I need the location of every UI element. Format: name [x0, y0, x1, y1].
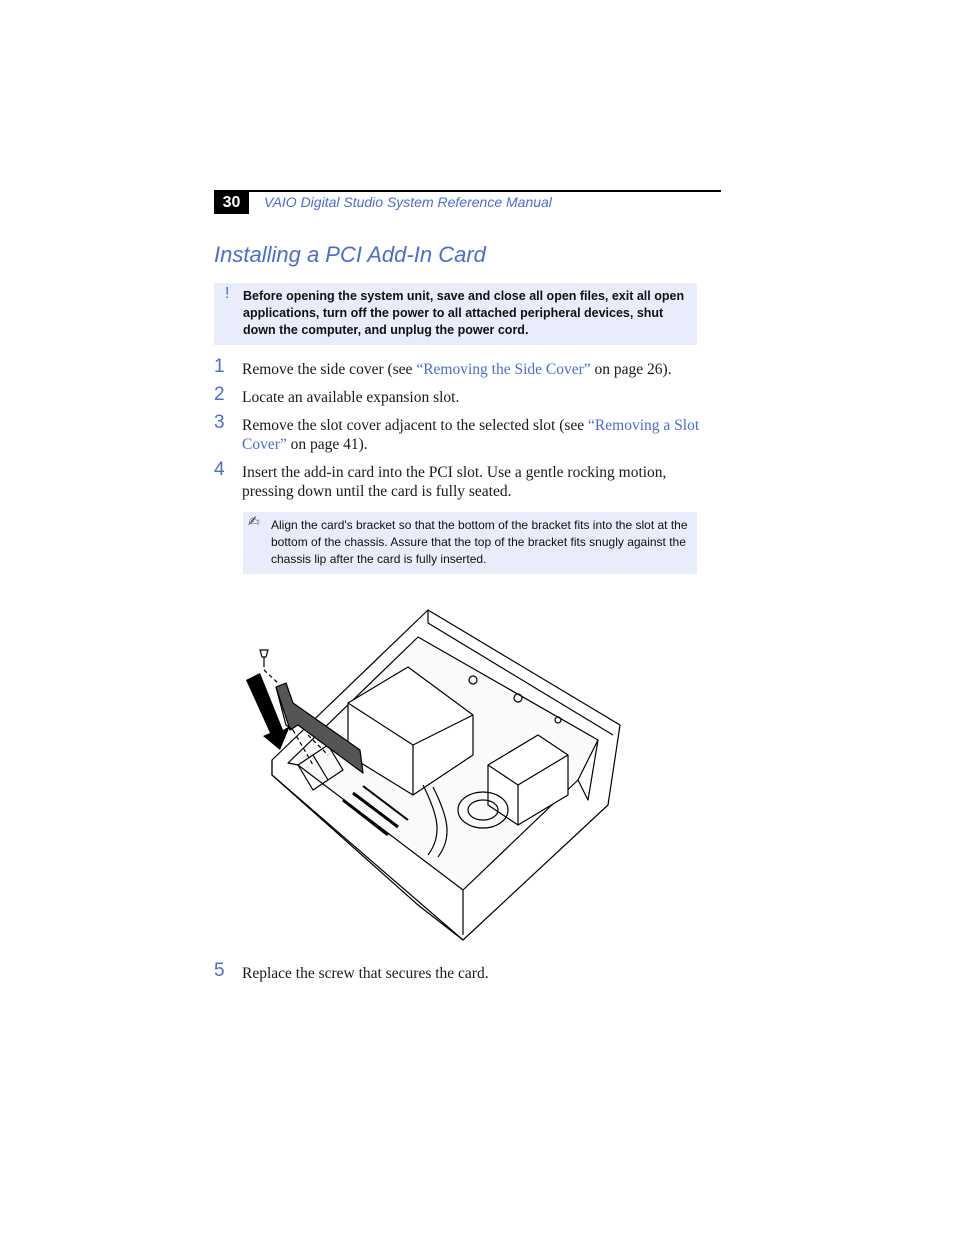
step-text-post: on page 41). [286, 436, 368, 453]
note-pencil-icon: ✍ [248, 514, 260, 530]
caution-text: Before opening the system unit, save and close all open files, exit all open applications, turn off the power to all attached peripheral devices, shut down the computer, and unplug the power cord. [243, 289, 685, 337]
step-text [242, 360, 717, 379]
xref-link-removing-side-cover[interactable]: “Removing the Side Cover” [416, 361, 591, 378]
xref-link-removing-slot-cover[interactable]: “Removing a Slot Cover” [242, 417, 700, 453]
step-text: Replace the screw that secures the card. [242, 965, 489, 982]
step-text [242, 416, 717, 454]
section-title: Installing a PCI Add-In Card [214, 242, 486, 267]
step-text: Insert the add-in card into the PCI slot. Use a gentle rocking motion, pressing down until the card is fully seated. [242, 464, 667, 500]
pci-card-installation-illustration [238, 605, 628, 945]
step-number: 5 [214, 960, 225, 981]
step-number: 2 [214, 384, 225, 405]
step-text: Locate an available expansion slot. [242, 389, 460, 406]
running-title: VAIO Digital Studio System Reference Manual [264, 194, 552, 210]
step-number: 3 [214, 412, 225, 433]
page-number: 30 [214, 191, 249, 214]
step-number: 1 [214, 356, 225, 377]
step-text-post: on page 26). [590, 361, 672, 378]
note-text: Align the card's bracket so that the bottom of the bracket fits into the slot at the bottom of the chassis. Assure that the top of the bracket fits snugly against the chassis lip after the card is fully inserted. [271, 518, 688, 566]
header-rule [214, 190, 721, 192]
step-text-pre: Remove the slot cover adjacent to the selected slot (see [242, 417, 589, 434]
step-text-pre: Remove the side cover (see [242, 361, 417, 378]
caution-icon: ! [225, 285, 230, 302]
step-number: 4 [214, 459, 225, 480]
